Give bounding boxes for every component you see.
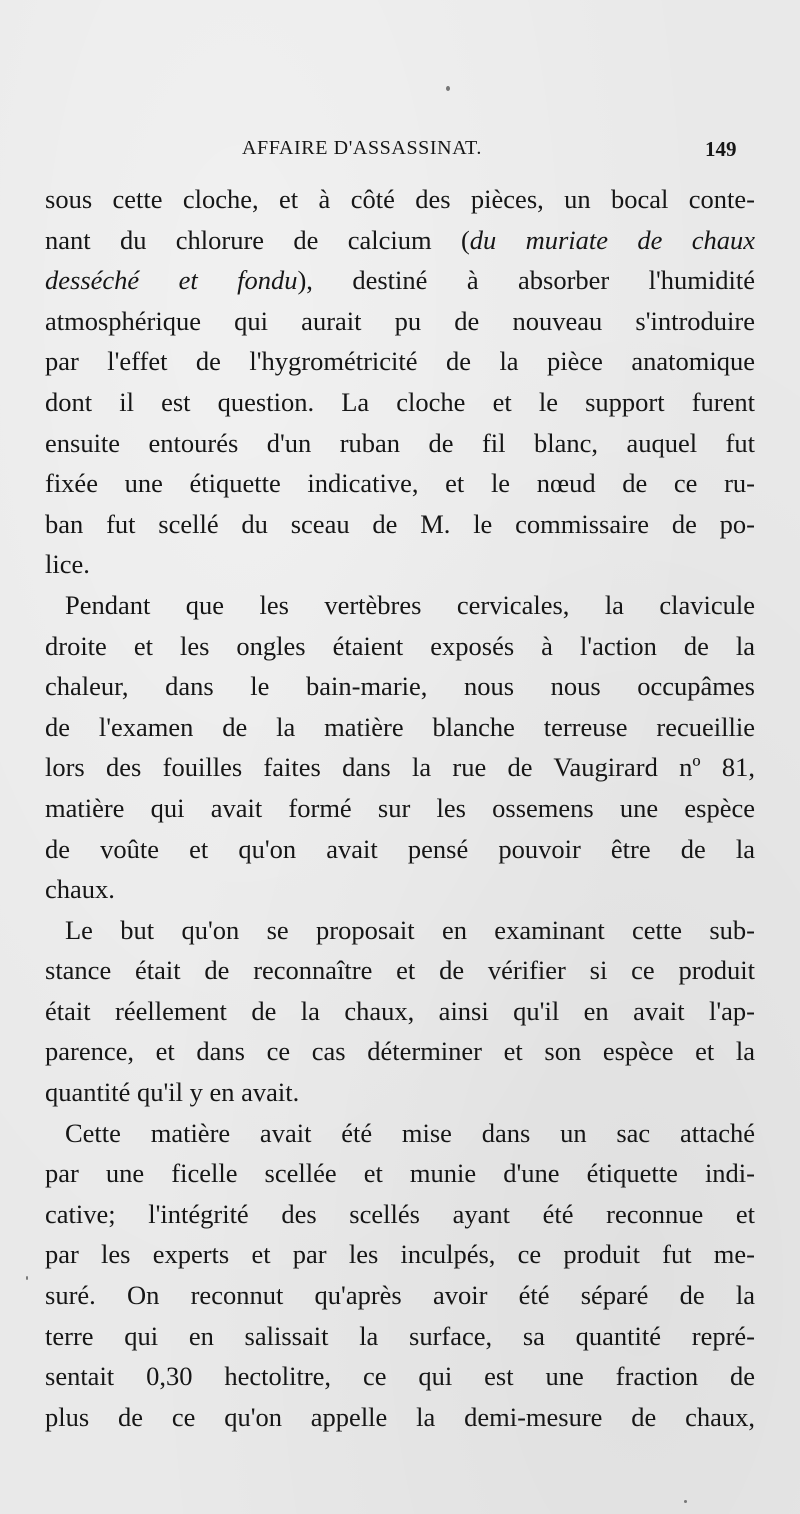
running-title: AFFAIRE D'ASSASSINAT. [242, 137, 482, 159]
text-line: chaleur, dans le bain-marie, nous nous occupâmes [45, 671, 755, 702]
text-line: ensuite entourés d'un ruban de fil blanc, auquel fut [45, 427, 755, 458]
italic-span: desséché et fondu [45, 265, 298, 296]
text-line: par une ficelle scellée et munie d'une étiquette indi- [45, 1158, 755, 1189]
text-span: nant du chlorure de calcium ( [45, 224, 470, 255]
text-line: sentait 0,30 hectolitre, ce qui est une fraction de [45, 1361, 755, 1392]
page-header [0, 137, 800, 167]
ink-speck [684, 1500, 687, 1503]
ink-speck [446, 86, 450, 91]
text-line [45, 260, 755, 301]
text-line: droite et les ongles étaient exposés à l'action de la [45, 630, 755, 661]
text-line: par l'effet de l'hygrométricité de la pièce anatomique [45, 346, 755, 377]
text-span: ), destiné à absorber l'humidité [297, 265, 755, 296]
text-line: de l'examen de la matière blanche terreuse recueillie [45, 711, 755, 742]
text-line: atmosphérique qui aurait pu de nouveau s'introduire [45, 305, 755, 336]
text-line: lice. [45, 549, 90, 580]
text-line: quantité qu'il y en avait. [45, 1077, 300, 1108]
text-line: terre qui en salissait la surface, sa quantité repré- [45, 1320, 755, 1351]
paragraph-first-line: Le but qu'on se proposait en examinant cette sub- [65, 914, 755, 945]
text-line: chaux. [45, 874, 115, 905]
text-line: matière qui avait formé sur les ossemens une espèce [45, 792, 755, 823]
text-line: cative; l'intégrité des scellés ayant été reconnue et [45, 1198, 755, 1229]
body-text [45, 179, 755, 1437]
text-line: de voûte et qu'on avait pensé pouvoir être de la [45, 833, 755, 864]
text-line: dont il est question. La cloche et le support furent [45, 386, 755, 417]
ink-speck [26, 1276, 28, 1280]
text-line: plus de ce qu'on appelle la demi-mesure de chaux, [45, 1401, 755, 1432]
text-line [45, 220, 755, 261]
text-line: ban fut scellé du sceau de M. le commissaire de po- [45, 508, 755, 539]
text-line: suré. On reconnut qu'après avoir été séparé de la [45, 1280, 755, 1311]
text-line: stance était de reconnaître et de vérifier si ce produit [45, 955, 755, 986]
paragraph-first-line: Cette matière avait été mise dans un sac attaché [65, 1117, 755, 1148]
text-line: sous cette cloche, et à côté des pièces, un bocal conte- [45, 184, 755, 214]
text-line: fixée une étiquette indicative, et le nœud de ce ru- [45, 468, 755, 499]
text-line: parence, et dans ce cas déterminer et son espèce et la [45, 1036, 755, 1067]
italic-span: du muriate de chaux [469, 224, 755, 255]
text-line: par les experts et par les inculpés, ce produit fut me- [45, 1239, 755, 1270]
text-line: lors des fouilles faites dans la rue de Vaugirard nº 81, [45, 752, 755, 783]
paragraph-first-line: Pendant que les vertèbres cervicales, la clavicule [65, 589, 755, 620]
page-number: 149 [705, 137, 737, 161]
text-line: était réellement de la chaux, ainsi qu'il en avait l'ap- [45, 995, 755, 1026]
